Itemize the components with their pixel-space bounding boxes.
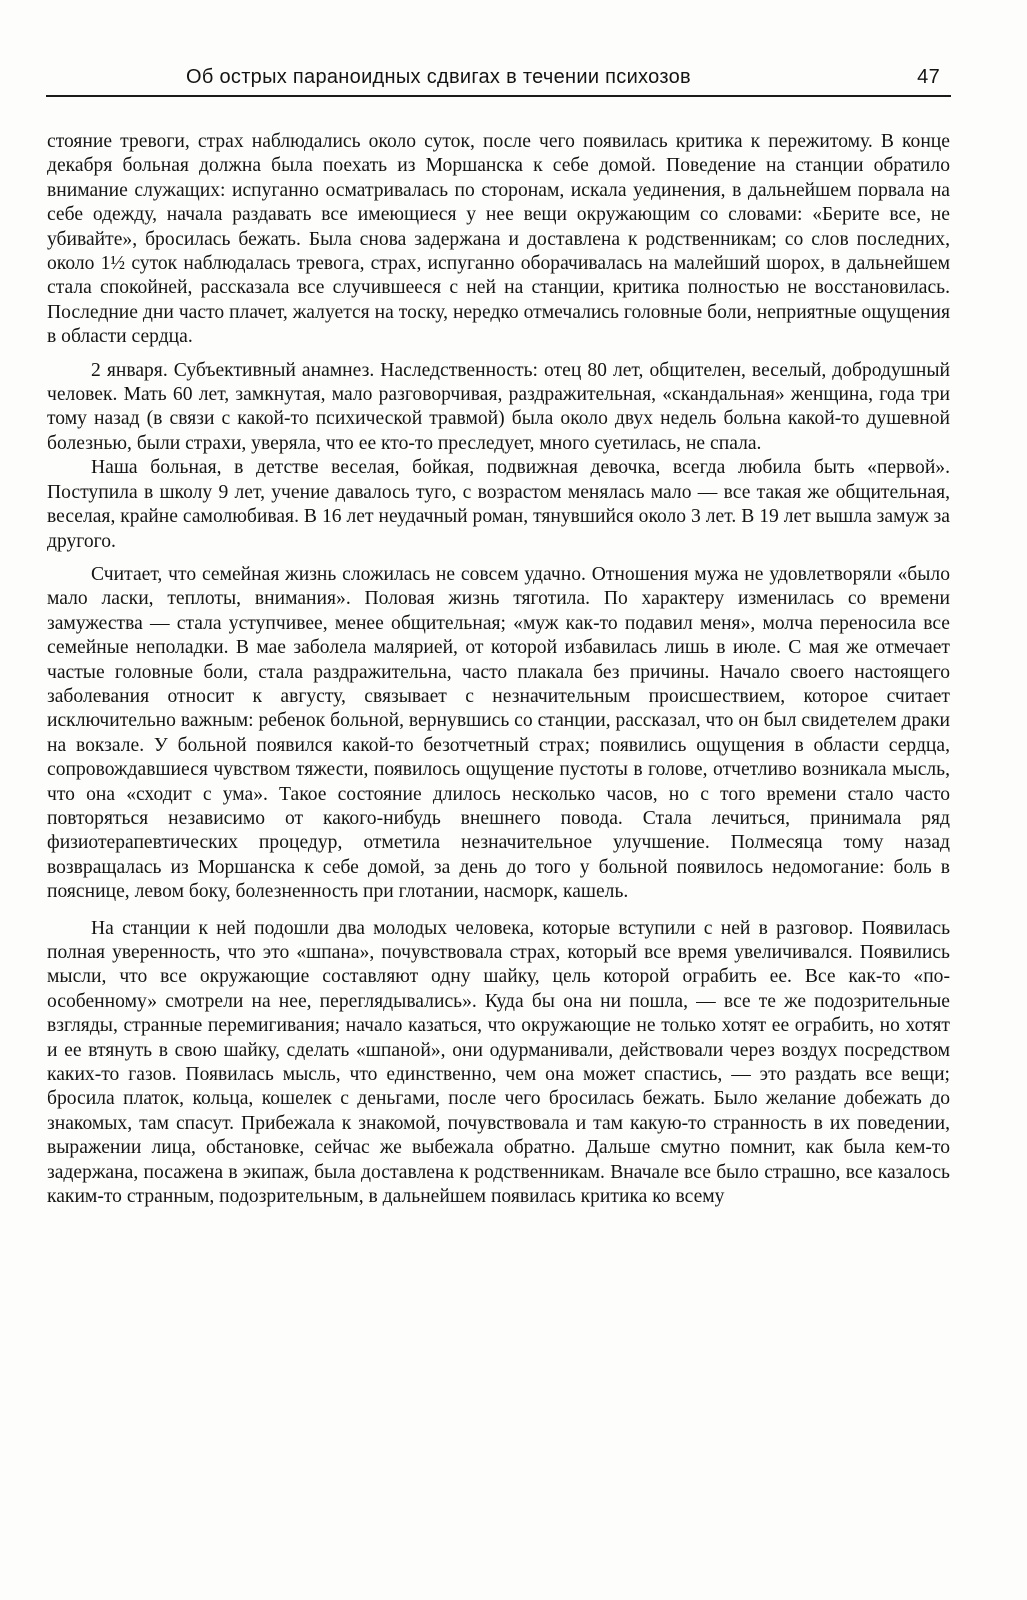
- paragraph-2: 2 января. Субъективный анамнез. Наследственность: отец 80 лет, общителен, веселый, добродушный человек. Мать 60 лет, замкнутая, мало разговорчивая, раздражительная, «скандальная» женщина, года три тому назад (в связи с какой-то психической травмой) была около двух недель больна какой-то душевной болезнью, были страхи, уверяла, что ее кто-то преследует, много суетилась, не спала.: [47, 359, 950, 454]
- header-rule: [46, 95, 951, 97]
- paragraph-4: Считает, что семейная жизнь сложилась не совсем удачно. Отношения мужа не удовлетворяли «было мало ласки, теплоты, внимания». Половая жизнь тяготила. По характеру изменилась со времени замужества — стала уступчивее, менее общительная; «муж как-то подавил меня», молча переносила все семейные неполадки. В мае заболела малярией, от которой избавилась лишь в июле. С мая же отмечает частые головные боли, стала раздражительна, часто плакала без причины. Начало своего настоящего заболевания относит к августу, связывает с незначительным происшествием, которое считает исключительно важным: ребенок больной, вернувшись со станции, рассказал, что он был свидетелем драки на вокзале. У больной появился какой-то безотчетный страх; появились ощущения в области сердца, сопровождавшиеся чувством тяжести, появилось ощущение пустоты в голове, отчетливо возникала мысль, что она «сходит с ума». Такое состояние длилось несколько часов, но с того времени стало часто повторяться независимо от какого-нибудь внешнего повода. Стала лечиться, принимала ряд физиотерапевтических процедур, отметила незначительное улучшение. Полмесяца тому назад возвращалась из Моршанска к себе домой, за день до того у больной появилось недомогание: боль в пояснице, левом боку, болезненность при глотании, насморк, кашель.: [47, 563, 950, 903]
- page-number: 47: [917, 66, 940, 88]
- running-title: Об острых параноидных сдвигах в течении психозов: [186, 66, 691, 88]
- paragraph-3: Наша больная, в детстве веселая, бойкая, подвижная девочка, всегда любила быть «первой». Поступила в школу 9 лет, учение давалось туго, с возрастом менялась мало — все такая же общительная, веселая, крайне самолюбивая. В 16 лет неудачный роман, тянувшийся около 3 лет. В 19 лет вышла замуж за другого.: [47, 457, 950, 552]
- paragraph-1: стояние тревоги, страх наблюдались около суток, после чего появилась критика к пережитому. В конце декабря больная должна была поехать из Моршанска к себе домой. Поведение на станции обратило внимание служащих: испуганно осматривалась по сторонам, искала уединения, в дальнейшем порвала на себе одежду, начала раздавать все имеющиеся у нее вещи окружающим со словами: «Берите все, не убивайте», бросилась бежать. Была снова задержана и доставлена к родственникам; со слов последних, около 1½ суток наблюдалась тревога, страх, испуганно оборачивалась на малейший шорох, в дальнейшем стала спокойней, рассказала все случившееся с ней на станции, критика полностью не восстановилась. Последние дни часто плачет, жалуется на тоску, нередко отмечались головные боли, неприятные ощущения в области сердца.: [47, 131, 950, 348]
- body-text: [47, 130, 950, 1209]
- paragraph-5: На станции к ней подошли два молодых человека, которые вступили с ней в разговор. Появилась полная уверенность, что это «шпана», почувствовала страх, который все время увеличивался. Появились мысли, что все окружающие составляют одну шайку, цель которой ограбить ее. Все как-то «по-особенному» смотрели на нее, переглядывались». Куда бы она ни пошла, — все те же подозрительные взгляды, странные перемигивания; начало казаться, что окружающие не только хотят ее ограбить, но хотят и ее втянуть в свою шайку, сделать «шпаной», они одурманивали, действовали через воздух посредством каких-то газов. Появилась мысль, что единственно, чем она может спастись, — это раздать все вещи; бросила платок, кольца, кошелек с деньгами, после чего бросилась бежать. Было желание добежать до знакомых, там спасут. Прибежала к знакомой, почувствовала и там какую-то странность в их поведении, выражении лица, обстановке, сейчас же выбежала обратно. Дальше смутно помнит, как была кем-то задержана, посажена в экипаж, была доставлена к родственникам. Вначале все было страшно, все казалось каким-то странным, подозрительным, в дальнейшем появилась критика ко всему: [47, 917, 950, 1208]
